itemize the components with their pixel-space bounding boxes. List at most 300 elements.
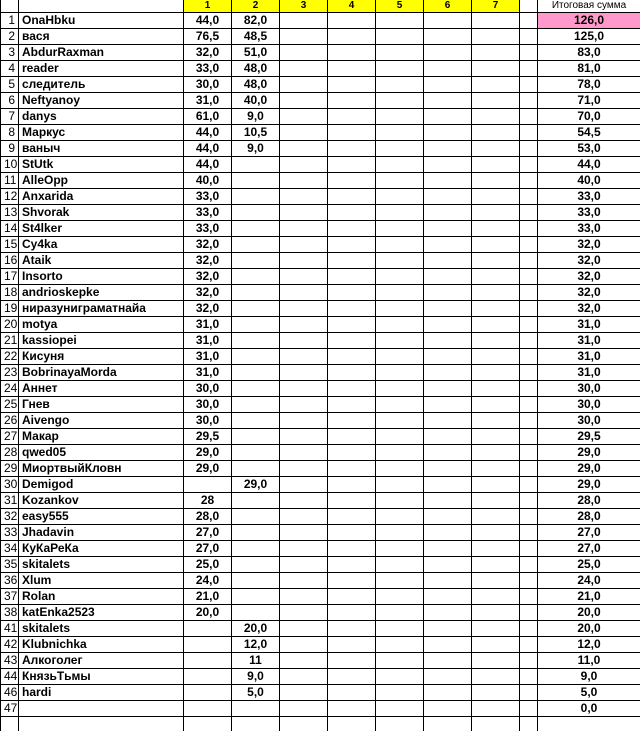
round-5-score[interactable] — [376, 413, 424, 429]
round-1-score[interactable]: 30,0 — [184, 381, 232, 397]
round-1-score[interactable] — [184, 637, 232, 653]
row-number[interactable]: 23 — [1, 365, 19, 381]
round-6-score[interactable] — [424, 477, 472, 493]
round-7-score[interactable] — [472, 189, 520, 205]
round-4-score[interactable] — [328, 157, 376, 173]
spacer-cell[interactable] — [520, 397, 538, 413]
round-7-score[interactable] — [472, 381, 520, 397]
spacer-cell[interactable] — [520, 125, 538, 141]
round-3-score[interactable] — [280, 109, 328, 125]
round-5-score[interactable] — [376, 445, 424, 461]
total-score[interactable]: 27,0 — [538, 541, 640, 557]
round-5-score[interactable] — [376, 13, 424, 29]
round-5-score[interactable] — [376, 109, 424, 125]
player-name[interactable]: reader — [19, 61, 184, 77]
round-6-score[interactable] — [424, 125, 472, 141]
round-6-score[interactable] — [424, 381, 472, 397]
total-score[interactable]: 31,0 — [538, 317, 640, 333]
round-1-score[interactable]: 27,0 — [184, 541, 232, 557]
row-number[interactable]: 35 — [1, 557, 19, 573]
round-2-score[interactable] — [232, 461, 280, 477]
round-2-score[interactable] — [232, 349, 280, 365]
round-7-score[interactable] — [472, 13, 520, 29]
row-number[interactable]: 25 — [1, 397, 19, 413]
spacer-cell[interactable] — [520, 669, 538, 685]
round-3-score[interactable] — [280, 285, 328, 301]
round-4-score[interactable] — [328, 205, 376, 221]
total-score[interactable]: 53,0 — [538, 141, 640, 157]
round-5-score[interactable] — [376, 557, 424, 573]
total-score[interactable]: 33,0 — [538, 189, 640, 205]
round-3-score[interactable] — [280, 589, 328, 605]
player-name[interactable]: danys — [19, 109, 184, 125]
round-7-score[interactable] — [472, 29, 520, 45]
round-6-score[interactable] — [424, 285, 472, 301]
player-name[interactable]: ниразуниграматнайа — [19, 301, 184, 317]
round-7-score[interactable] — [472, 285, 520, 301]
round-2-score[interactable]: 48,0 — [232, 61, 280, 77]
round-6-score[interactable] — [424, 77, 472, 93]
round-2-score[interactable]: 48,0 — [232, 77, 280, 93]
round-5-score[interactable] — [376, 333, 424, 349]
total-score[interactable]: 25,0 — [538, 557, 640, 573]
round-5-score[interactable] — [376, 141, 424, 157]
round-2-score[interactable]: 9,0 — [232, 109, 280, 125]
round-1-score[interactable]: 21,0 — [184, 589, 232, 605]
spacer-cell[interactable] — [520, 573, 538, 589]
spacer-cell[interactable] — [520, 653, 538, 669]
round-5-score[interactable] — [376, 301, 424, 317]
round-7-score[interactable] — [472, 141, 520, 157]
total-score[interactable]: 28,0 — [538, 493, 640, 509]
round-1-score[interactable]: 32,0 — [184, 285, 232, 301]
total-score[interactable] — [538, 717, 640, 732]
round-7-score[interactable] — [472, 541, 520, 557]
round-6-score[interactable] — [424, 669, 472, 685]
round-1-score[interactable]: 20,0 — [184, 605, 232, 621]
row-number[interactable]: 38 — [1, 605, 19, 621]
row-number[interactable]: 16 — [1, 253, 19, 269]
round-5-score[interactable] — [376, 77, 424, 93]
round-4-score[interactable] — [328, 333, 376, 349]
round-1-score[interactable]: 30,0 — [184, 413, 232, 429]
spacer-cell[interactable] — [520, 477, 538, 493]
round-4-score[interactable] — [328, 109, 376, 125]
round-3-score[interactable] — [280, 237, 328, 253]
round-1-score[interactable]: 40,0 — [184, 173, 232, 189]
player-name[interactable]: skitalets — [19, 557, 184, 573]
round-3-score[interactable] — [280, 413, 328, 429]
round-7-score[interactable] — [472, 237, 520, 253]
round-5-score[interactable] — [376, 205, 424, 221]
round-7-score[interactable] — [472, 653, 520, 669]
round-6-score[interactable] — [424, 637, 472, 653]
spacer-cell[interactable] — [520, 365, 538, 381]
total-score[interactable]: 32,0 — [538, 237, 640, 253]
round-6-score[interactable] — [424, 205, 472, 221]
player-name[interactable]: kassiopei — [19, 333, 184, 349]
player-name[interactable]: Aivengo — [19, 413, 184, 429]
round-2-score[interactable] — [232, 525, 280, 541]
round-5-score[interactable] — [376, 605, 424, 621]
row-number[interactable]: 6 — [1, 93, 19, 109]
round-2-score[interactable]: 48,5 — [232, 29, 280, 45]
round-7-score[interactable] — [472, 557, 520, 573]
round-4-score[interactable] — [328, 637, 376, 653]
total-score[interactable]: 0,0 — [538, 701, 640, 717]
player-name[interactable]: Гнев — [19, 397, 184, 413]
player-name[interactable]: OnaHbku — [19, 13, 184, 29]
round-4-score[interactable] — [328, 653, 376, 669]
row-number[interactable]: 44 — [1, 669, 19, 685]
total-score[interactable]: 29,0 — [538, 477, 640, 493]
row-number[interactable]: 18 — [1, 285, 19, 301]
round-3-score[interactable] — [280, 621, 328, 637]
row-number[interactable]: 22 — [1, 349, 19, 365]
round-5-score[interactable] — [376, 669, 424, 685]
round-7-score[interactable] — [472, 637, 520, 653]
spacer-cell[interactable] — [520, 301, 538, 317]
total-score[interactable]: 33,0 — [538, 205, 640, 221]
total-score[interactable]: 31,0 — [538, 349, 640, 365]
total-score[interactable]: 81,0 — [538, 61, 640, 77]
row-number[interactable] — [1, 717, 19, 732]
round-2-score[interactable] — [232, 269, 280, 285]
round-2-score[interactable]: 5,0 — [232, 685, 280, 701]
row-number[interactable]: 17 — [1, 269, 19, 285]
round-5-score[interactable] — [376, 157, 424, 173]
spacer-cell[interactable] — [520, 461, 538, 477]
round-1-score[interactable]: 44,0 — [184, 141, 232, 157]
spacer-cell[interactable] — [520, 637, 538, 653]
total-score[interactable]: 32,0 — [538, 301, 640, 317]
round-5-score[interactable] — [376, 429, 424, 445]
round-2-score[interactable] — [232, 205, 280, 221]
round-7-score[interactable] — [472, 157, 520, 173]
player-name[interactable]: Demigod — [19, 477, 184, 493]
spacer-cell[interactable] — [520, 45, 538, 61]
spacer-cell[interactable] — [520, 557, 538, 573]
round-4-score[interactable] — [328, 141, 376, 157]
round-4-score[interactable] — [328, 445, 376, 461]
round-1-score[interactable]: 61,0 — [184, 109, 232, 125]
round-6-score[interactable] — [424, 397, 472, 413]
spacer-cell[interactable] — [520, 429, 538, 445]
round-3-score[interactable] — [280, 301, 328, 317]
round-1-score[interactable] — [184, 717, 232, 732]
round-2-score[interactable] — [232, 237, 280, 253]
total-score[interactable]: 30,0 — [538, 381, 640, 397]
player-name[interactable] — [19, 717, 184, 732]
round-3-score[interactable] — [280, 557, 328, 573]
round-1-score[interactable]: 28 — [184, 493, 232, 509]
total-score[interactable]: 29,0 — [538, 461, 640, 477]
total-score[interactable]: 126,0 — [538, 13, 640, 29]
round-3-score[interactable] — [280, 669, 328, 685]
round-4-score[interactable] — [328, 189, 376, 205]
round-6-score[interactable] — [424, 189, 472, 205]
round-6-score[interactable] — [424, 461, 472, 477]
row-number[interactable]: 36 — [1, 573, 19, 589]
round-4-score[interactable] — [328, 493, 376, 509]
round-7-score[interactable] — [472, 365, 520, 381]
round-1-score[interactable]: 44,0 — [184, 13, 232, 29]
player-name[interactable]: Neftyanoy — [19, 93, 184, 109]
round-1-score[interactable]: 27,0 — [184, 525, 232, 541]
row-number[interactable]: 28 — [1, 445, 19, 461]
round-2-score[interactable] — [232, 253, 280, 269]
round-5-score[interactable] — [376, 717, 424, 732]
round-3-score[interactable] — [280, 13, 328, 29]
player-name[interactable]: Маркус — [19, 125, 184, 141]
round-5-score[interactable] — [376, 125, 424, 141]
round-6-score[interactable] — [424, 541, 472, 557]
total-score[interactable]: 29,0 — [538, 445, 640, 461]
round-4-score[interactable] — [328, 541, 376, 557]
round-3-score[interactable] — [280, 333, 328, 349]
round-6-score[interactable] — [424, 589, 472, 605]
player-name[interactable]: КнязьТьмы — [19, 669, 184, 685]
spacer-cell[interactable] — [520, 605, 538, 621]
round-7-score[interactable] — [472, 109, 520, 125]
round-7-score[interactable] — [472, 717, 520, 732]
spacer-cell[interactable] — [520, 189, 538, 205]
round-5-score[interactable] — [376, 701, 424, 717]
round-1-score[interactable]: 31,0 — [184, 349, 232, 365]
total-score[interactable]: 44,0 — [538, 157, 640, 173]
round-4-score[interactable] — [328, 93, 376, 109]
total-score[interactable]: 20,0 — [538, 605, 640, 621]
round-3-score[interactable] — [280, 77, 328, 93]
total-score[interactable]: 32,0 — [538, 269, 640, 285]
round-7-score[interactable] — [472, 461, 520, 477]
round-4-score[interactable] — [328, 525, 376, 541]
spacer-cell[interactable] — [520, 589, 538, 605]
row-number[interactable]: 10 — [1, 157, 19, 173]
row-number[interactable]: 41 — [1, 621, 19, 637]
player-name[interactable]: qwed05 — [19, 445, 184, 461]
player-name[interactable]: Anxarida — [19, 189, 184, 205]
round-2-score[interactable] — [232, 413, 280, 429]
total-score[interactable]: 125,0 — [538, 29, 640, 45]
row-number[interactable]: 43 — [1, 653, 19, 669]
player-name[interactable]: StUtk — [19, 157, 184, 173]
total-score[interactable]: 24,0 — [538, 573, 640, 589]
row-number[interactable]: 3 — [1, 45, 19, 61]
round-1-score[interactable]: 33,0 — [184, 189, 232, 205]
player-name[interactable]: Klubnichka — [19, 637, 184, 653]
round-4-score[interactable] — [328, 29, 376, 45]
round-7-score[interactable] — [472, 61, 520, 77]
player-name[interactable]: Rolan — [19, 589, 184, 605]
round-4-score[interactable] — [328, 397, 376, 413]
round-1-score[interactable]: 29,0 — [184, 445, 232, 461]
round-5-score[interactable] — [376, 317, 424, 333]
row-number[interactable]: 47 — [1, 701, 19, 717]
round-2-score[interactable] — [232, 189, 280, 205]
player-name[interactable]: Insorto — [19, 269, 184, 285]
round-7-score[interactable] — [472, 589, 520, 605]
round-7-score[interactable] — [472, 253, 520, 269]
round-2-score[interactable] — [232, 717, 280, 732]
round-1-score[interactable]: 30,0 — [184, 397, 232, 413]
round-3-score[interactable] — [280, 365, 328, 381]
round-5-score[interactable] — [376, 637, 424, 653]
round-3-score[interactable] — [280, 605, 328, 621]
round-6-score[interactable] — [424, 429, 472, 445]
row-number[interactable]: 24 — [1, 381, 19, 397]
round-5-score[interactable] — [376, 221, 424, 237]
spacer-cell[interactable] — [520, 157, 538, 173]
player-name[interactable]: St4lker — [19, 221, 184, 237]
round-3-score[interactable] — [280, 61, 328, 77]
total-score[interactable]: 54,5 — [538, 125, 640, 141]
row-number[interactable]: 42 — [1, 637, 19, 653]
round-4-score[interactable] — [328, 269, 376, 285]
round-2-score[interactable] — [232, 221, 280, 237]
player-name[interactable]: skitalets — [19, 621, 184, 637]
round-3-score[interactable] — [280, 349, 328, 365]
row-number[interactable]: 34 — [1, 541, 19, 557]
round-3-score[interactable] — [280, 381, 328, 397]
round-2-score[interactable] — [232, 333, 280, 349]
round-4-score[interactable] — [328, 221, 376, 237]
player-name[interactable]: ваныч — [19, 141, 184, 157]
round-3-score[interactable] — [280, 397, 328, 413]
round-6-score[interactable] — [424, 445, 472, 461]
round-5-score[interactable] — [376, 477, 424, 493]
spacer-cell[interactable] — [520, 93, 538, 109]
round-4-score[interactable] — [328, 317, 376, 333]
spacer-cell[interactable] — [520, 493, 538, 509]
round-4-score[interactable] — [328, 125, 376, 141]
row-number[interactable]: 19 — [1, 301, 19, 317]
spacer-cell[interactable] — [520, 445, 538, 461]
total-score[interactable]: 33,0 — [538, 221, 640, 237]
round-5-score[interactable] — [376, 253, 424, 269]
round-1-score[interactable]: 31,0 — [184, 333, 232, 349]
player-name[interactable]: BobrinayaMorda — [19, 365, 184, 381]
total-score[interactable]: 5,0 — [538, 685, 640, 701]
row-number[interactable]: 31 — [1, 493, 19, 509]
round-6-score[interactable] — [424, 45, 472, 61]
round-5-score[interactable] — [376, 525, 424, 541]
row-number[interactable]: 7 — [1, 109, 19, 125]
round-4-score[interactable] — [328, 349, 376, 365]
round-7-score[interactable] — [472, 397, 520, 413]
row-number[interactable]: 5 — [1, 77, 19, 93]
round-4-score[interactable] — [328, 573, 376, 589]
round-7-score[interactable] — [472, 573, 520, 589]
total-score[interactable]: 9,0 — [538, 669, 640, 685]
round-6-score[interactable] — [424, 301, 472, 317]
player-name[interactable]: КуКаРеКа — [19, 541, 184, 557]
round-1-score[interactable]: 33,0 — [184, 61, 232, 77]
player-name[interactable]: Shvorak — [19, 205, 184, 221]
player-name[interactable]: AlleOpp — [19, 173, 184, 189]
spacer-cell[interactable] — [520, 269, 538, 285]
round-5-score[interactable] — [376, 365, 424, 381]
round-4-score[interactable] — [328, 413, 376, 429]
round-6-score[interactable] — [424, 349, 472, 365]
player-name[interactable]: Аннет — [19, 381, 184, 397]
spacer-cell[interactable] — [520, 61, 538, 77]
round-2-score[interactable]: 29,0 — [232, 477, 280, 493]
round-3-score[interactable] — [280, 461, 328, 477]
round-4-score[interactable] — [328, 669, 376, 685]
round-7-score[interactable] — [472, 445, 520, 461]
round-2-score[interactable] — [232, 365, 280, 381]
round-3-score[interactable] — [280, 205, 328, 221]
round-6-score[interactable] — [424, 141, 472, 157]
round-6-score[interactable] — [424, 237, 472, 253]
round-7-score[interactable] — [472, 413, 520, 429]
round-4-score[interactable] — [328, 381, 376, 397]
round-6-score[interactable] — [424, 413, 472, 429]
round-1-score[interactable]: 25,0 — [184, 557, 232, 573]
round-5-score[interactable] — [376, 173, 424, 189]
round-2-score[interactable] — [232, 509, 280, 525]
total-score[interactable]: 31,0 — [538, 333, 640, 349]
round-1-score[interactable] — [184, 621, 232, 637]
round-6-score[interactable] — [424, 653, 472, 669]
round-5-score[interactable] — [376, 237, 424, 253]
round-3-score[interactable] — [280, 157, 328, 173]
round-1-score[interactable]: 76,5 — [184, 29, 232, 45]
total-score[interactable]: 21,0 — [538, 589, 640, 605]
round-4-score[interactable] — [328, 589, 376, 605]
player-name[interactable]: AbdurRaxman — [19, 45, 184, 61]
round-1-score[interactable]: 44,0 — [184, 125, 232, 141]
round-2-score[interactable] — [232, 429, 280, 445]
round-1-score[interactable]: 31,0 — [184, 317, 232, 333]
player-name[interactable]: Kozankov — [19, 493, 184, 509]
round-4-score[interactable] — [328, 685, 376, 701]
round-5-score[interactable] — [376, 397, 424, 413]
round-3-score[interactable] — [280, 477, 328, 493]
round-1-score[interactable]: 32,0 — [184, 301, 232, 317]
round-6-score[interactable] — [424, 333, 472, 349]
round-2-score[interactable] — [232, 573, 280, 589]
round-6-score[interactable] — [424, 13, 472, 29]
round-2-score[interactable]: 82,0 — [232, 13, 280, 29]
round-4-score[interactable] — [328, 285, 376, 301]
total-score[interactable]: 29,5 — [538, 429, 640, 445]
round-4-score[interactable] — [328, 717, 376, 732]
round-7-score[interactable] — [472, 269, 520, 285]
spacer-cell[interactable] — [520, 173, 538, 189]
round-3-score[interactable] — [280, 141, 328, 157]
round-3-score[interactable] — [280, 221, 328, 237]
round-2-score[interactable] — [232, 493, 280, 509]
round-1-score[interactable] — [184, 653, 232, 669]
row-number[interactable]: 37 — [1, 589, 19, 605]
round-2-score[interactable] — [232, 557, 280, 573]
spacer-cell[interactable] — [520, 621, 538, 637]
round-4-score[interactable] — [328, 605, 376, 621]
round-5-score[interactable] — [376, 61, 424, 77]
spacer-cell[interactable] — [520, 541, 538, 557]
row-number[interactable]: 9 — [1, 141, 19, 157]
round-5-score[interactable] — [376, 381, 424, 397]
round-1-score[interactable] — [184, 685, 232, 701]
round-4-score[interactable] — [328, 173, 376, 189]
round-3-score[interactable] — [280, 637, 328, 653]
round-3-score[interactable] — [280, 685, 328, 701]
player-name[interactable]: andrioskepke — [19, 285, 184, 301]
total-score[interactable]: 31,0 — [538, 365, 640, 381]
spacer-cell[interactable] — [520, 237, 538, 253]
